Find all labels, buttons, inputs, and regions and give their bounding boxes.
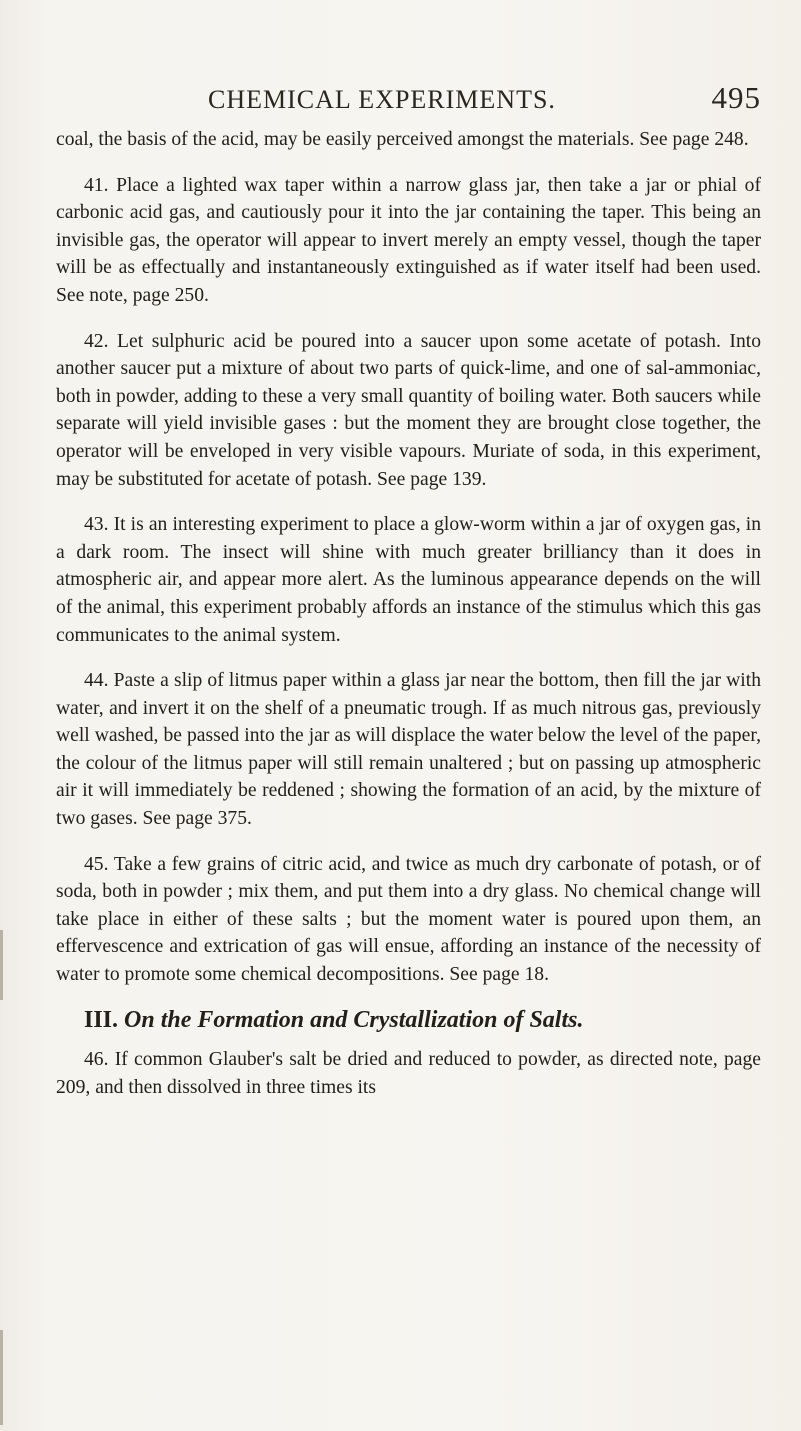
experiment-42: 42. Let sulphuric acid be poured into a saucer upon some acetate of potash. Into another saucer put a mixture of about two parts of quick-lime, and one of sal-ammoniac, both in powder, adding to these a very small quantity of boiling water. Both saucers while separate will yield invisible gases : but the moment they are brought close together, the operator will be enveloped in very visible vapours. Muriate of soda, in this experiment, may be substituted for acetate of potash. See page 139. <box>56 330 761 490</box>
experiment-46: 46. If common Glauber's salt be dried and reduced to powder, as directed note, page 209, and then dissolved in three times its <box>56 1049 761 1098</box>
experiment-45: 45. Take a few grains of citric acid, and twice as much dry carbonate of potash, or of soda, both in powder ; mix them, and put them into a dry glass. No chemical change will take place in either of these salts ; but the moment water is poured upon them, an effervescence and extrication of gas will ensue, affording an instance of the necessity of water to promote some chemical decompositions. See page 18. <box>56 853 761 986</box>
body-text <box>56 126 761 1101</box>
section-title: On the Formation and Crystallization of Salts. <box>124 1006 584 1033</box>
section-heading <box>56 1007 761 1035</box>
experiment-43: 43. It is an interesting experiment to place a glow-worm within a jar of oxygen gas, in a dark room. The insect will shine with much greater brilliancy than it does in atmospheric air, and appear more alert. As the luminous appearance depends on the will of the animal, this experiment probably affords an instance of the stimulus which this gas communicates to the animal system. <box>56 514 761 646</box>
section-number: III. <box>84 1006 119 1033</box>
page-edge-mark <box>0 930 3 1000</box>
page-edge-mark <box>0 1330 3 1425</box>
experiment-41: 41. Place a lighted wax taper within a narrow glass jar, then take a jar or phial of carbonic acid gas, and cautiously pour it into the jar containing the taper. This being an invisible gas, the operator will appear to invert merely an empty vessel, though the taper will be as effectually and instantaneously extinguished as if water itself had been used. See note, page 250. <box>56 174 761 306</box>
running-header <box>56 80 761 126</box>
continued-paragraph: coal, the basis of the acid, may be easily perceived amongst the materials. See page 248. <box>56 129 749 150</box>
running-title: CHEMICAL EXPERIMENTS. <box>208 85 556 114</box>
experiment-44: 44. Paste a slip of litmus paper within a glass jar near the bottom, then fill the jar with water, and invert it on the shelf of a pneumatic trough. If as much nitrous gas, previously well washed, be passed into the jar as will displace the water below the level of the paper, the colour of the litmus paper will still remain unaltered ; but on passing up atmospheric air it will immediately be reddened ; showing the formation of an acid, by the mixture of two gases. See page 375. <box>56 670 761 830</box>
page-number: 495 <box>711 80 761 115</box>
